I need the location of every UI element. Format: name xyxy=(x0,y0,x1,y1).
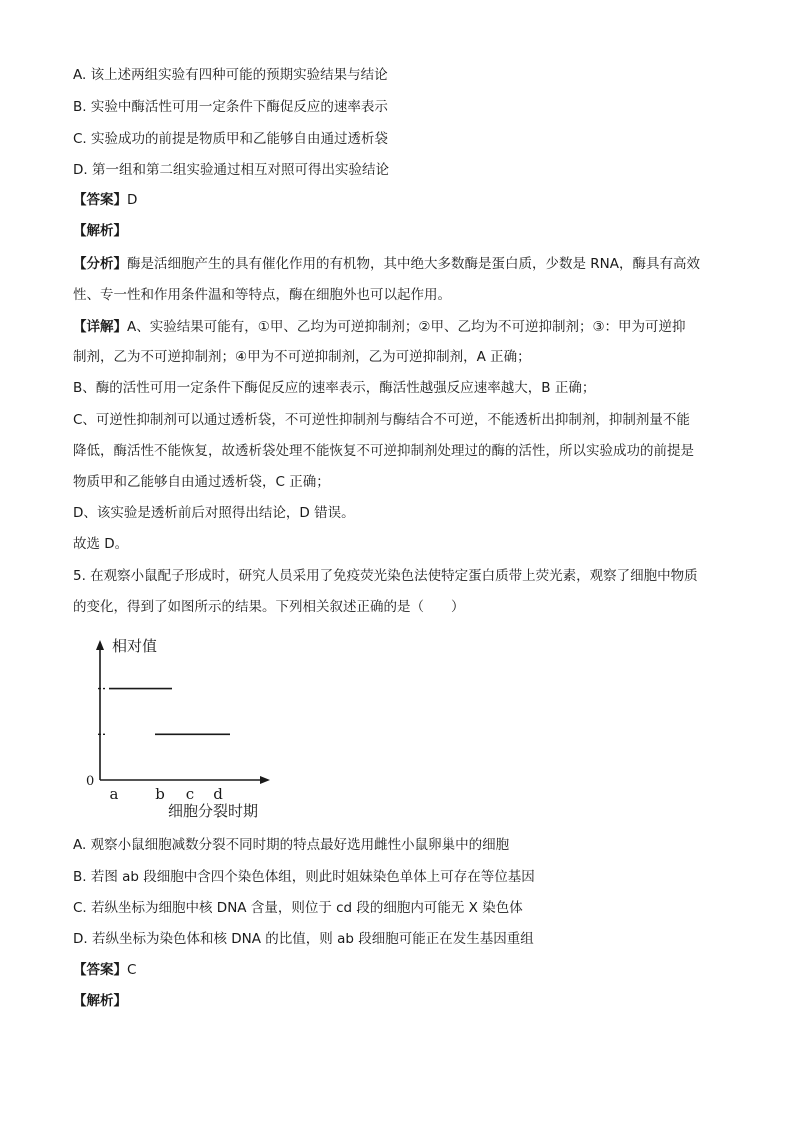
q4-conclusion: 故选 D。 xyxy=(73,536,129,552)
q4-xiangjie-line-4: C、可逆性抑制剂可以通过透析袋，不可逆性抑制剂与酶结合不可逆，不能透析出抑制剂，抑制剂量不能 xyxy=(73,412,690,428)
y-axis-arrow xyxy=(96,640,104,650)
fenxi-label: 【分析】 xyxy=(73,256,127,272)
x-tick-label: b xyxy=(155,785,165,803)
q5-option-c: C. 若纵坐标为细胞中核 DNA 含量，则位于 cd 段的细胞内可能无 X 染色体 xyxy=(73,900,523,916)
q4-option-b: B. 实验中酶活性可用一定条件下酶促反应的速率表示 xyxy=(73,99,388,115)
q4-analysis-heading: 【解析】 xyxy=(73,223,127,239)
chart xyxy=(80,634,280,824)
answer-value: C xyxy=(127,962,137,978)
answer-label: 【答案】 xyxy=(73,962,127,978)
answer-label: 【答案】 xyxy=(73,192,127,208)
x-axis-label: 细胞分裂时期 xyxy=(168,802,259,820)
y-axis-label: 相对值 xyxy=(112,637,158,655)
q4-xiangjie-line-1 xyxy=(73,317,686,337)
q5-stem-line-1: 5. 在观察小鼠配子形成时，研究人员采用了免疫荧光染色法使特定蛋白质带上荧光素，观察了细胞中物质 xyxy=(73,568,698,584)
q5-option-a: A. 观察小鼠细胞减数分裂不同时期的特点最好选用雌性小鼠卵巢中的细胞 xyxy=(73,837,510,853)
x-tick-label: c xyxy=(185,785,195,803)
q4-option-a: A. 该上述两组实验有四种可能的预期实验结果与结论 xyxy=(73,67,388,83)
q5-answer xyxy=(73,960,136,980)
q4-xiangjie-line-2: 制剂，乙为不可逆抑制剂；④甲为不可逆抑制剂，乙为可逆抑制剂，A 正确； xyxy=(73,349,531,365)
origin-label: 0 xyxy=(86,774,95,789)
q5-option-d: D. 若纵坐标为染色体和核 DNA 的比值，则 ab 段细胞可能正在发生基因重组 xyxy=(73,931,534,947)
q4-xiangjie-line-6: 物质甲和乙能够自由通过透析袋，C 正确； xyxy=(73,474,330,490)
q4-option-c: C. 实验成功的前提是物质甲和乙能够自由通过透析袋 xyxy=(73,131,389,147)
fenxi-text-1: 酶是活细胞产生的具有催化作用的有机物，其中绝大多数酶是蛋白质，少数是 RNA，酶具有高效 xyxy=(127,256,701,272)
xiangjie-text-1: A、实验结果可能有，①甲、乙均为可逆抑制剂；②甲、乙均为不可逆抑制剂；③：甲为可逆抑 xyxy=(127,319,686,335)
x-tick-label: a xyxy=(109,785,119,803)
q5-stem-line-2: 的变化，得到了如图所示的结果。下列相关叙述正确的是（ ） xyxy=(73,599,465,615)
answer-value: D xyxy=(127,192,138,208)
q4-fenxi-line-1 xyxy=(73,254,700,274)
xiangjie-label: 【详解】 xyxy=(73,319,127,335)
x-tick-label: d xyxy=(213,785,223,803)
q4-option-d: D. 第一组和第二组实验通过相互对照可得出实验结论 xyxy=(73,162,389,178)
x-axis-arrow xyxy=(260,776,270,784)
q4-fenxi-line-2: 性、专一性和作用条件温和等特点，酶在细胞外也可以起作用。 xyxy=(73,287,451,303)
chart-svg xyxy=(80,634,280,824)
q4-xiangjie-line-7: D、该实验是透析前后对照得出结论，D 错误。 xyxy=(73,505,355,521)
q5-option-b: B. 若图 ab 段细胞中含四个染色体组，则此时姐妹染色单体上可存在等位基因 xyxy=(73,869,535,885)
q4-xiangjie-line-3: B、酶的活性可用一定条件下酶促反应的速率表示，酶活性越强反应速率越大，B 正确； xyxy=(73,380,596,396)
q4-answer xyxy=(73,190,137,210)
q5-analysis-heading: 【解析】 xyxy=(73,993,127,1009)
q4-xiangjie-line-5: 降低，酶活性不能恢复，故透析袋处理不能恢复不可逆抑制剂处理过的酶的活性，所以实验成功的前提是 xyxy=(73,443,694,459)
